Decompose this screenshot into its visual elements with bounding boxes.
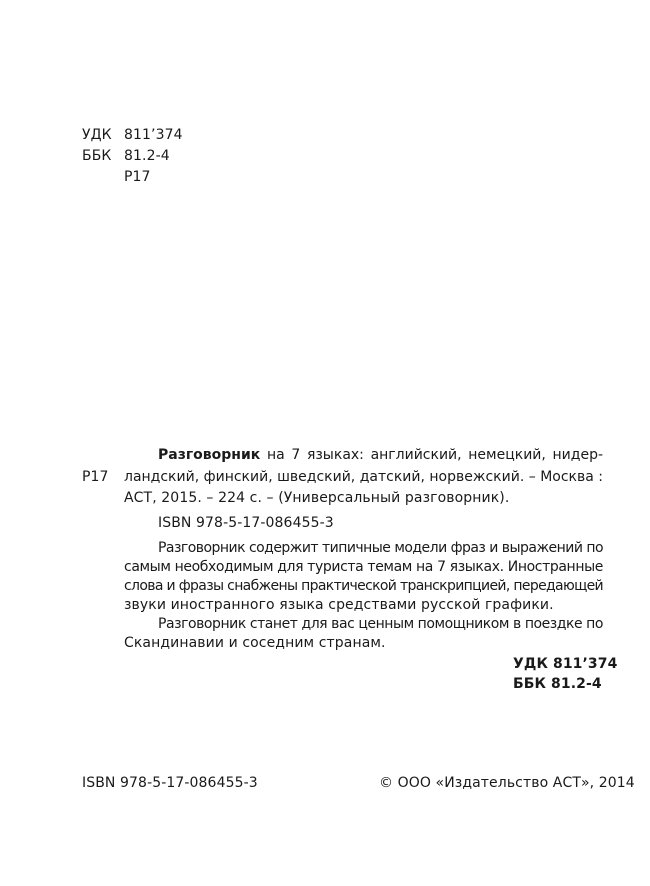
udk-right: УДК 811’374 bbox=[513, 656, 618, 672]
annotation-line: Скандинавии и соседним странам. bbox=[124, 635, 386, 651]
bbk-label: ББК bbox=[82, 148, 112, 164]
bbk-value: 81.2-4 bbox=[124, 148, 170, 164]
copyright: © ООО «Издательство АСТ», 2014 bbox=[379, 775, 635, 791]
bib-line-1-rest: на 7 языках: английский, немецкий, нидер- bbox=[266, 447, 604, 463]
book-title: Разговорник bbox=[158, 447, 261, 463]
annotation-line: слова и фразы снабжены практической транскрипцией, передающей bbox=[124, 578, 603, 594]
bbk-right: ББК 81.2-4 bbox=[513, 676, 602, 692]
annotation-line: Разговорник станет для вас ценным помощником в поездке по bbox=[158, 616, 603, 632]
udk-value: 811’374 bbox=[124, 127, 183, 143]
bib-line-2: ландский, финский, шведский, датский, норвежский. – Москва : bbox=[124, 469, 603, 485]
bib-line-1 bbox=[158, 446, 603, 464]
annotation-line: Разговорник содержит типичные модели фраз и выражений по bbox=[158, 540, 603, 556]
bib-line-3: АСТ, 2015. – 224 с. – (Универсальный разговорник). bbox=[124, 490, 510, 506]
annotation-line: самым необходимым для туриста темам на 7 языках. Иностранные bbox=[124, 559, 603, 575]
footer-isbn: ISBN 978-5-17-086455-3 bbox=[82, 775, 258, 791]
bib-author-mark: Р17 bbox=[82, 469, 109, 485]
author-mark: Р17 bbox=[124, 169, 151, 185]
annotation-line: звуки иностранного языка средствами русской графики. bbox=[124, 597, 554, 613]
udk-label: УДК bbox=[82, 127, 112, 143]
bib-isbn: ISBN 978-5-17-086455-3 bbox=[158, 515, 334, 531]
